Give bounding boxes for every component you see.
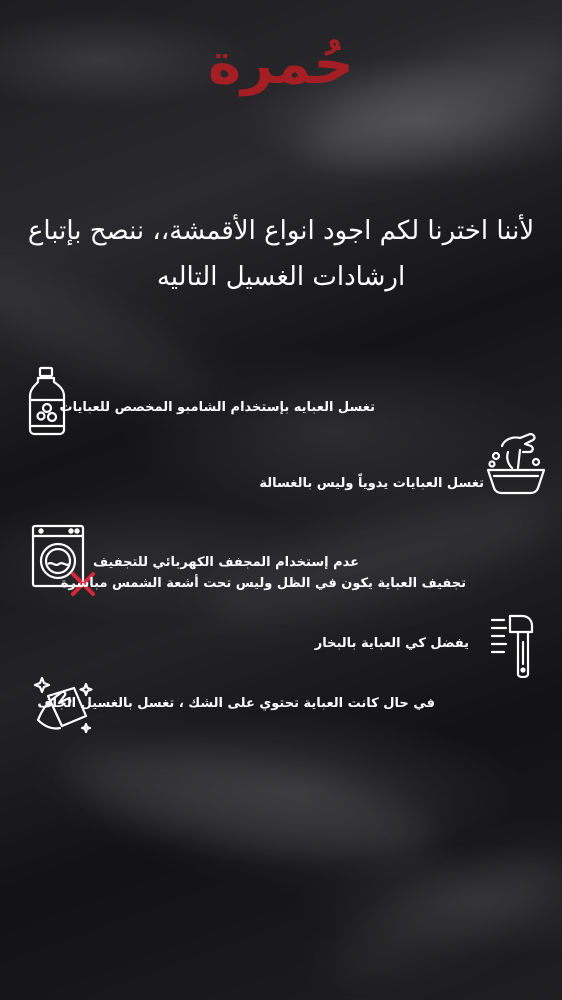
headline-line-1: لأننا اخترنا لكم اجود انواع الأقمشة،، ننصح بإتباع bbox=[27, 216, 535, 246]
instruction-2-text: تغسل العبايات يدوياً وليس بالغسالة bbox=[259, 476, 484, 491]
headline bbox=[20, 208, 542, 300]
headline-line-2: ارشادات الغسيل التاليه bbox=[156, 262, 406, 292]
instruction-3-text-line-1: عدم إستخدام المجفف الكهربائي للتجفيف bbox=[92, 555, 359, 570]
steam-iron-icon bbox=[488, 612, 542, 678]
hand-wash-basin-icon bbox=[484, 428, 548, 498]
instruction-4-text: يفضل كي العباية بالبخار bbox=[314, 636, 469, 651]
instruction-1-text: تغسل العبايه بإستخدام الشامبو المخصص للعبايات bbox=[59, 400, 375, 415]
instruction-3-text-line-2: تجفيف العباية يكون في الظل وليس تحت أشعة الشمس مباشرة bbox=[60, 576, 466, 591]
instruction-5-text: في حال كانت العباية تحتوي على الشك ، تغسل بالغسيل الجاف bbox=[37, 696, 435, 711]
brand-logo: حُمرة bbox=[208, 32, 354, 97]
